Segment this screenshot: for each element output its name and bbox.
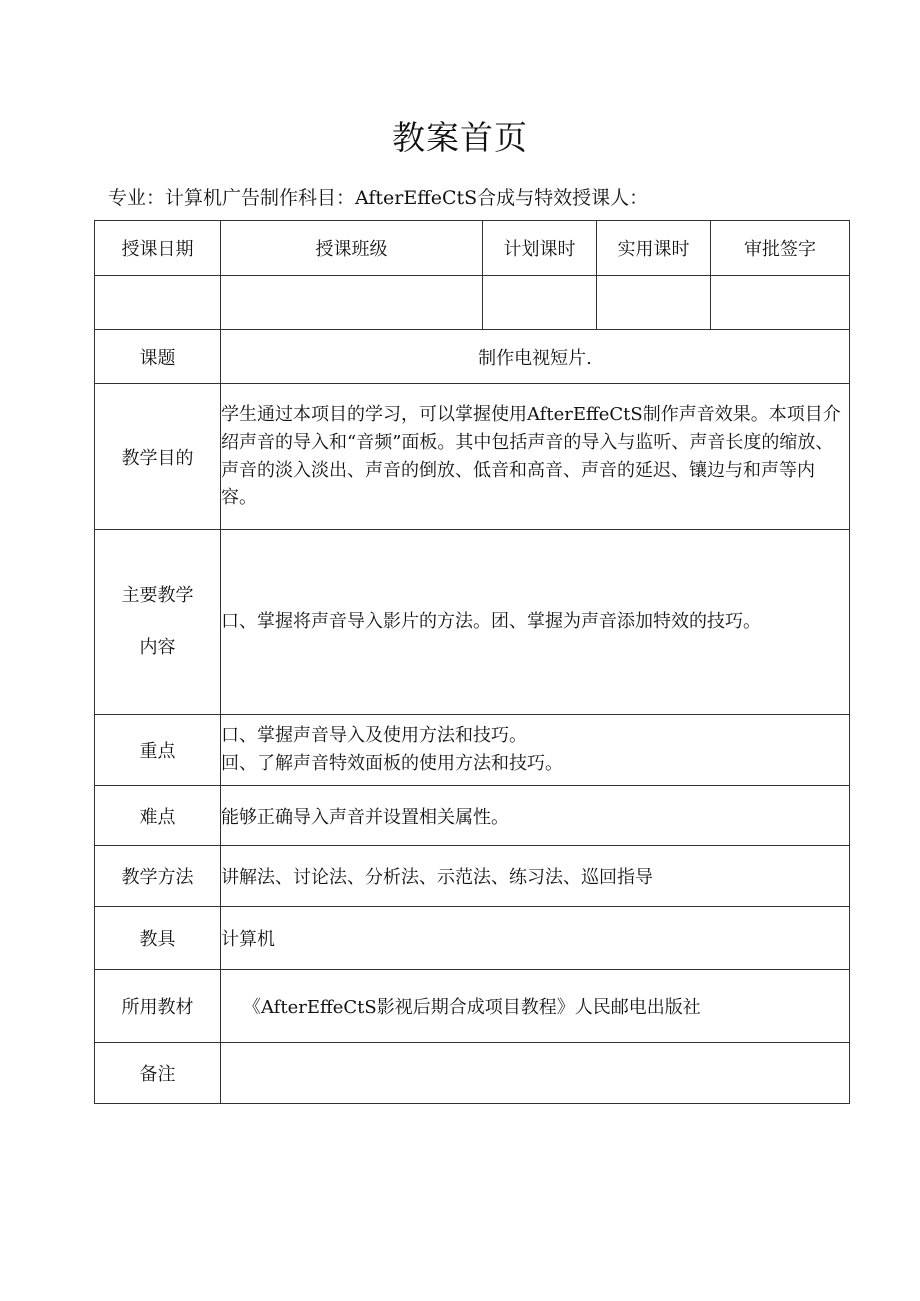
value-actual-hours[interactable] <box>597 276 711 330</box>
textbook-row <box>95 970 850 1043</box>
difficulty-row <box>95 786 850 846</box>
difficulty-label: 难点 <box>95 786 221 846</box>
header-date: 授课日期 <box>95 221 221 276</box>
key-point-1: 口、掌握声音导入及使用方法和技巧。 <box>221 725 527 747</box>
method-value: 讲解法、讨论法、分析法、示范法、练习法、巡回指导 <box>221 846 850 907</box>
textbook-value: 《AfterEffeCtS影视后期合成项目教程》人民邮电出版社 <box>221 970 850 1043</box>
main-content-label-line1: 主要教学 <box>121 585 194 606</box>
header-values-row <box>95 276 850 330</box>
topic-value: 制作电视短片. <box>221 330 850 384</box>
key-points-value <box>221 715 850 786</box>
key-point-2: 回、了解声音特效面板的使用方法和技巧。 <box>221 753 563 774</box>
topic-label: 课题 <box>95 330 221 384</box>
value-class[interactable] <box>221 276 483 330</box>
main-content-value: 口、掌握将声音导入影片的方法。团、掌握为声音添加特效的技巧。 <box>221 530 850 715</box>
key-points-row <box>95 715 850 786</box>
key-points-label: 重点 <box>95 715 221 786</box>
header-row <box>95 221 850 276</box>
tools-label: 教具 <box>95 907 221 970</box>
page-title: 教案首页 <box>392 118 528 157</box>
value-planned-hours[interactable] <box>483 276 597 330</box>
remarks-row <box>95 1043 850 1104</box>
objective-value: 学生通过本项目的学习，可以掌握使用AfterEffeCtS制作声音效果。本项目介绍声音的导入和“音频”面板。其中包括声音的导入与监听、声音长度的缩放、声音的淡入淡出、声音的倒放、低音和高音、声音的延迟、镶边与和声等内容。 <box>221 384 850 530</box>
header-class: 授课班级 <box>221 221 483 276</box>
header-actual-hours: 实用课时 <box>597 221 711 276</box>
course-info-line: 专业：计算机广告制作科目：AfterEffeCtS合成与特效授课人： <box>108 187 649 209</box>
tools-value: 计算机 <box>221 907 850 970</box>
main-content-label <box>95 530 221 715</box>
objective-row <box>95 384 850 530</box>
difficulty-value: 能够正确导入声音并设置相关属性。 <box>221 786 850 846</box>
header-planned-hours: 计划课时 <box>483 221 597 276</box>
method-row <box>95 846 850 907</box>
remarks-value[interactable] <box>221 1043 850 1104</box>
header-approval: 审批签字 <box>711 221 850 276</box>
value-date[interactable] <box>95 276 221 330</box>
lesson-plan-table <box>94 220 850 1104</box>
remarks-label: 备注 <box>95 1043 221 1104</box>
method-label: 教学方法 <box>95 846 221 907</box>
value-approval[interactable] <box>711 276 850 330</box>
objective-label: 教学目的 <box>95 384 221 530</box>
main-content-row <box>95 530 850 715</box>
topic-row <box>95 330 850 384</box>
main-content-label-line2: 内容 <box>139 637 176 658</box>
tools-row <box>95 907 850 970</box>
textbook-label: 所用教材 <box>95 970 221 1043</box>
